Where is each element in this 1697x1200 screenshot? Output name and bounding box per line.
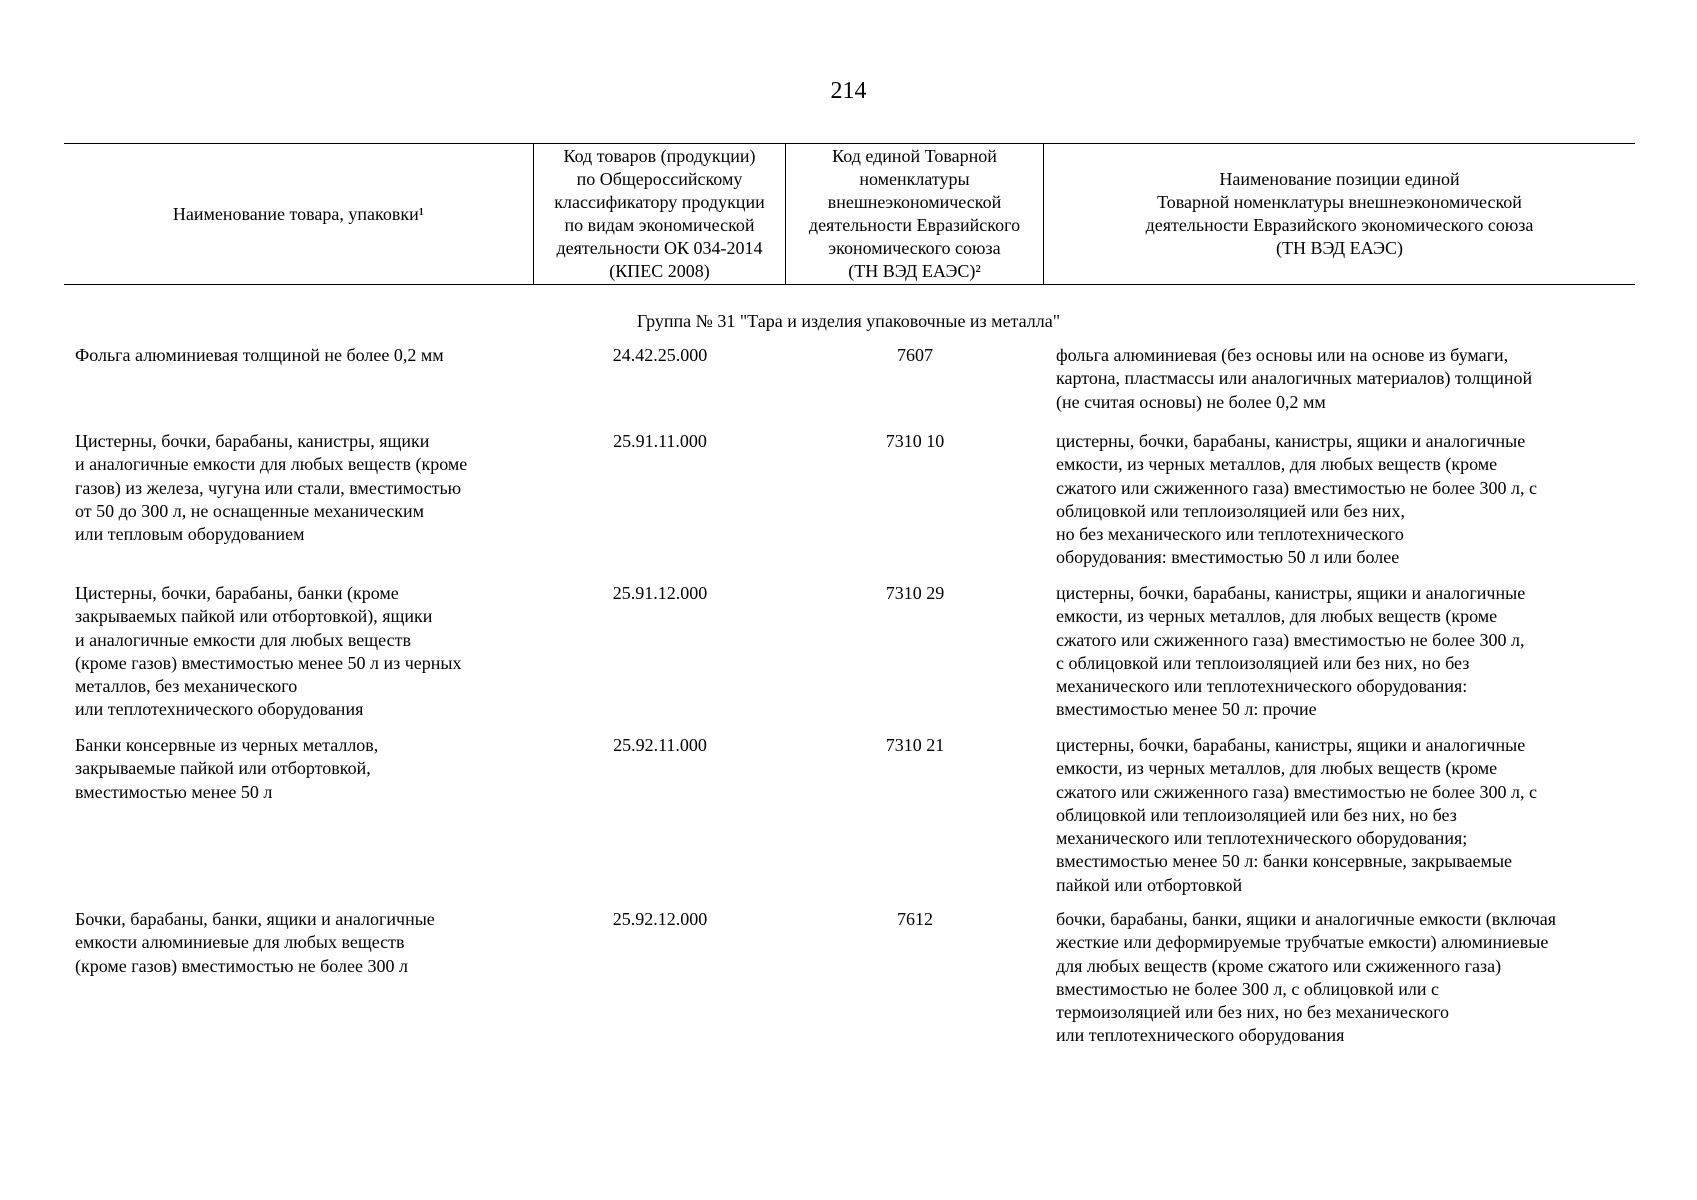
header-tnved-name: [1043, 144, 1635, 284]
header-tnved-code-text: Код единой Товарной номенклатуры внешнеэкономической деятельности Евразийского экономического союза (ТН ВЭД ЕАЭС)²: [808, 146, 1021, 281]
page-number: 214: [830, 78, 867, 104]
tnved-code: 7612: [897, 909, 933, 929]
tnved-code: 7310 21: [885, 735, 945, 755]
tnved-code: 7310 10: [885, 431, 945, 451]
okpd-code: 25.92.12.000: [612, 909, 708, 929]
header-product-name: [64, 144, 533, 284]
product-name: Цистерны, бочки, барабаны, банки (кроме закрываемых пайкой или отбортовкой), ящики и аналогичные емкости для любых веществ (кроме газов) вместимостью менее 50 л из черных металлов, без механического или теплотехнического оборудования: [75, 583, 462, 720]
header-product-name-text: Наименование товара, упаковки¹: [172, 203, 425, 224]
tnved-description: цистерны, бочки, барабаны, канистры, ящики и аналогичные емкости, из черных металлов, для любых веществ (кроме сжатого или сжиженного газа) вместимостью не более 300 л, с облицовкой или теплоизоляцией или без них, но без механического или теплотехнического оборудования: вместимостью 50 л или более: [1056, 431, 1538, 568]
tnved-code: 7310 29: [885, 583, 945, 603]
tnved-description: цистерны, бочки, барабаны, канистры, ящики и аналогичные емкости, из черных металлов, для любых веществ (кроме сжатого или сжиженного газа) вместимостью не более 300 л, с облицовкой или теплоизоляцией или без них, но без механического или теплотехнического оборудования; вместимостью менее 50 л: банки консервные, закрываемые пайкой или отбортовкой: [1056, 735, 1538, 895]
header-okpd-code-text: Код товаров (продукции) по Общероссийскому классификатору продукции по видам экономической деятельности ОК 034-2014 (КПЕС 2008): [554, 146, 765, 281]
product-name: Фольга алюминиевая толщиной не более 0,2 мм: [75, 345, 444, 365]
product-name: Бочки, барабаны, банки, ящики и аналогичные емкости алюминиевые для любых веществ (кроме газов) вместимостью не более 300 л: [75, 909, 435, 976]
group-title: Группа № 31 "Тара и изделия упаковочные из металла": [636, 311, 1061, 331]
header-tnved-code: [785, 144, 1043, 284]
okpd-code: 25.91.12.000: [612, 583, 708, 603]
tnved-code: 7607: [897, 345, 933, 365]
table-header: [64, 143, 1635, 285]
tnved-description: бочки, барабаны, банки, ящики и аналогичные емкости (включая жесткие или деформируемые трубчатые емкости) алюминиевые для любых веществ (кроме сжатого или сжиженного газа) вместимостью не более 300 л, с облицовкой или с термоизоляцией или без них, но без механического или теплотехнического оборудования: [1056, 909, 1557, 1046]
header-okpd-code: [533, 144, 785, 284]
product-name: Цистерны, бочки, барабаны, канистры, ящики и аналогичные емкости для любых веществ (кроме газов) из железа, чугуна или стали, вместимостью от 50 до 300 л, не оснащенные механическим или тепловым оборудованием: [75, 431, 468, 545]
tnved-description: фольга алюминиевая (без основы или на основе из бумаги, картона, пластмассы или аналогичных материалов) толщиной (не считая основы) не более 0,2 мм: [1056, 345, 1533, 412]
header-tnved-name-text: Наименование позиции единой Товарной номенклатуры внешнеэкономической деятельности Евразийского экономического союза (ТН ВЭД ЕАЭС): [1145, 169, 1534, 258]
okpd-code: 25.91.11.000: [613, 431, 707, 451]
okpd-code: 25.92.11.000: [613, 735, 707, 755]
product-name: Банки консервные из черных металлов, закрываемые пайкой или отбортовкой, вместимостью менее 50 л: [75, 735, 379, 802]
tnved-description: цистерны, бочки, барабаны, канистры, ящики и аналогичные емкости, из черных металлов, для любых веществ (кроме сжатого или сжиженного газа) вместимостью не более 300 л, с облицовкой или теплоизоляцией или без них, но без механического или теплотехнического оборудования: вместимостью менее 50 л: прочие: [1056, 583, 1526, 720]
okpd-code: 24.42.25.000: [612, 345, 708, 365]
